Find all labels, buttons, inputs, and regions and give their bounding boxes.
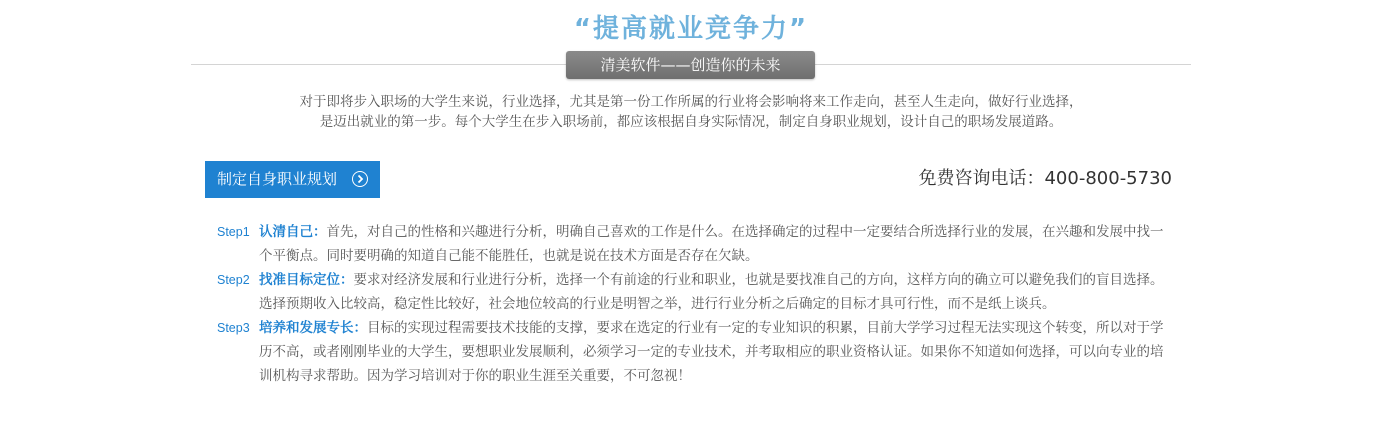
career-plan-button-label: 制定自身职业规划: [217, 170, 338, 188]
intro-text: [191, 92, 1191, 132]
step-item-1: [215, 220, 1175, 268]
intro-line-2: 是迈出就业的第一步。每个大学生在步入职场前，都应该根据自身实际情况，制定自身职业规划，设计自己的职场发展道路。: [319, 114, 1063, 130]
career-plan-button[interactable]: [205, 161, 380, 198]
step-tag: Step3: [217, 321, 250, 335]
step-heading: 找准目标定位：: [259, 272, 354, 288]
step-item-2: [215, 268, 1175, 316]
step-tag: Step1: [217, 225, 250, 239]
step-tag: Step2: [217, 273, 250, 287]
circle-arrow-right-icon: [352, 171, 368, 187]
slogan-banner: 清美软件——创造你的未来: [566, 51, 815, 79]
intro-line-1: 对于即将步入职场的大学生来说，行业选择，尤其是第一份工作所属的行业将会影响将来工作走向，甚至人生走向，做好行业选择，: [299, 94, 1083, 110]
steps-list: [215, 220, 1175, 388]
step-text: 目标的实现过程需要技术技能的支撑，要求在选定的行业有一定的专业知识的积累，目前大学学习过程无法实现这个转变，所以对于学历不高，或者刚刚毕业的大学生，要想职业发展顺利，必须学习一定的专业技术，并考取相应的职业资格认证。如果你不知道如何选择，可以向专业的培训机构寻求帮助。因为学习培训对于你的职业生涯至关重要，不可忽视！: [259, 320, 1164, 384]
step-heading: 培养和发展专长：: [259, 320, 367, 336]
step-item-3: [215, 316, 1175, 388]
step-heading: 认清自己：: [259, 224, 327, 240]
step-text: 首先，对自己的性格和兴趣进行分析，明确自己喜欢的工作是什么。在选择确定的过程中一定要结合所选择行业的发展，在兴趣和发展中找一个平衡点。同时要明确的知道自己能不能胜任，也就是说在技术方面是否存在欠缺。: [259, 224, 1164, 264]
page-title: “提高就业竞争力”: [573, 14, 809, 44]
consult-phone: 免费咨询电话：400-800-5730: [918, 168, 1172, 189]
step-text: 要求对经济发展和行业进行分析，选择一个有前途的行业和职业，也就是要找准自己的方向，这样方向的确立可以避免我们的盲目选择。选择预期收入比较高，稳定性比较好，社会地位较高的行业是明智之举，进行行业分析之后确定的目标才具可行性，而不是纸上谈兵。: [259, 272, 1164, 312]
